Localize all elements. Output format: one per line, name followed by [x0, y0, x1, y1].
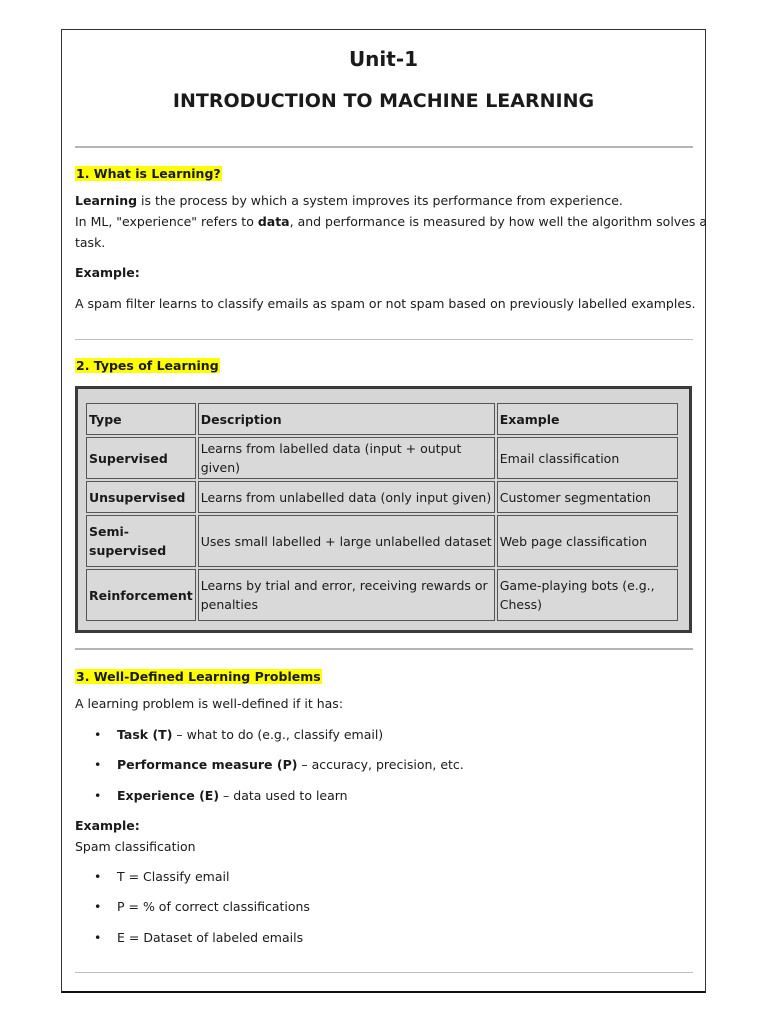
list-item: • T = Classify email [95, 869, 229, 884]
cell-type: Semi- supervised [86, 515, 196, 567]
list-item: • Performance measure (P) – accuracy, precision, etc. [95, 757, 464, 772]
list-item: • P = % of correct classifications [95, 899, 310, 914]
unit-title: Unit-1 [348, 47, 419, 71]
section-heading-types-of-learning: 2. Types of Learning [76, 358, 219, 373]
cell-description: Learns from labelled data (input + output given) [198, 437, 495, 479]
main-title: INTRODUCTION TO MACHINE LEARNING [172, 90, 595, 112]
header-type: Type [86, 403, 196, 435]
cell-type: Reinforcement [86, 569, 196, 621]
table-row [86, 481, 678, 513]
table-row [86, 437, 678, 479]
header-description: Description [198, 403, 495, 435]
document-page [61, 29, 706, 993]
cell-example: Email classification [497, 437, 678, 479]
cell-description: Learns by trial and error, receiving rewards or penalties [198, 569, 495, 621]
types-table-frame [75, 386, 692, 633]
section-heading-what-is-learning: 1. What is Learning? [76, 166, 221, 181]
example-label: Example: [75, 818, 140, 833]
cell-description: Uses small labelled + large unlabelled dataset [198, 515, 495, 567]
divider [75, 146, 693, 148]
divider [75, 339, 693, 340]
cell-description: Learns from unlabelled data (only input given) [198, 481, 495, 513]
section-heading-well-defined: 3. Well-Defined Learning Problems [76, 669, 321, 684]
example-text: A spam filter learns to classify emails as spam or not spam based on previously labelled examples. [75, 296, 696, 311]
example-text: Spam classification [75, 839, 196, 854]
divider [75, 648, 693, 650]
list-item: • Experience (E) – data used to learn [95, 788, 348, 803]
table-row [86, 515, 678, 567]
paragraph-ml-experience: In ML, "experience" refers to data, and performance is measured by how well the algorithm solves a [75, 214, 708, 229]
list-item: • Task (T) – what to do (e.g., classify email) [95, 727, 383, 742]
cell-example: Game-playing bots (e.g., Chess) [497, 569, 678, 621]
header-example: Example [497, 403, 678, 435]
paragraph-ml-experience-cont: task. [75, 235, 106, 250]
cell-type: Supervised [86, 437, 196, 479]
cell-example: Web page classification [497, 515, 678, 567]
cell-type: Unsupervised [86, 481, 196, 513]
intro-text: A learning problem is well-defined if it has: [75, 696, 344, 711]
paragraph-learning-definition: Learning is the process by which a system improves its performance from experience. [75, 193, 623, 208]
table-header-row [86, 403, 678, 435]
types-of-learning-table [84, 401, 680, 623]
divider [75, 972, 693, 973]
cell-example: Customer segmentation [497, 481, 678, 513]
table-row [86, 569, 678, 621]
list-item: • E = Dataset of labeled emails [95, 930, 303, 945]
example-label: Example: [75, 265, 140, 280]
